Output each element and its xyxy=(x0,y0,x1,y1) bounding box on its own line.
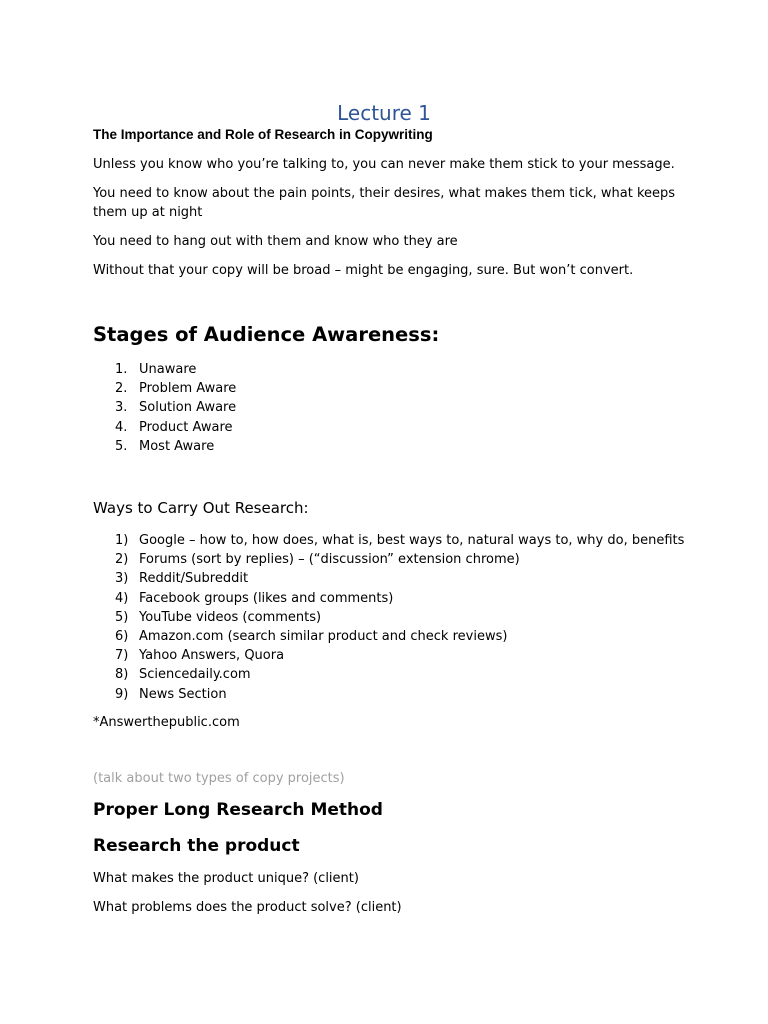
list-item xyxy=(93,665,684,684)
list-number: 4. xyxy=(115,419,128,435)
list-item xyxy=(93,589,684,608)
research-ways-list xyxy=(93,531,684,704)
list-item-text: Amazon.com (search similar product and check reviews) xyxy=(139,628,508,644)
list-item xyxy=(93,398,236,417)
list-item-text: Solution Aware xyxy=(139,400,237,416)
list-number: 6) xyxy=(115,628,129,644)
research-note: *Answerthepublic.com xyxy=(93,715,240,730)
intro-paragraph: You need to know about the pain points, their desires, what makes them tick, what keeps them up at night xyxy=(93,186,676,220)
list-number: 7) xyxy=(115,648,129,664)
list-item xyxy=(93,550,684,569)
list-number: 5. xyxy=(115,438,128,454)
method-heading: Proper Long Research Method xyxy=(93,800,383,820)
awareness-list xyxy=(93,360,236,456)
list-item xyxy=(93,360,236,379)
awareness-heading: Stages of Audience Awareness: xyxy=(93,323,440,346)
list-number: 5) xyxy=(115,609,129,625)
list-number: 3. xyxy=(115,400,128,416)
product-heading: Research the product xyxy=(93,836,300,856)
list-item-text: Most Aware xyxy=(139,438,215,454)
product-question: What problems does the product solve? (client) xyxy=(93,900,402,915)
list-item xyxy=(93,437,236,456)
list-item-text: Facebook groups (likes and comments) xyxy=(139,590,394,606)
list-number: 4) xyxy=(115,590,129,606)
list-item xyxy=(93,531,684,550)
list-number: 2) xyxy=(115,552,129,568)
list-number: 9) xyxy=(115,686,129,702)
list-item-text: Problem Aware xyxy=(139,381,237,397)
aside-note: (talk about two types of copy projects) xyxy=(93,771,345,786)
list-item-text: Sciencedaily.com xyxy=(139,667,251,683)
document-subtitle: The Importance and Role of Research in Copywriting xyxy=(93,127,433,142)
list-item-text: Google – how to, how does, what is, best ways to, natural ways to, why do, benefits xyxy=(139,533,685,548)
list-number: 8) xyxy=(115,667,129,683)
list-item xyxy=(93,418,236,437)
list-item xyxy=(93,646,684,665)
list-item-text: Forums (sort by replies) – (“discussion” extension chrome) xyxy=(139,552,520,568)
list-item-text: Reddit/Subreddit xyxy=(139,571,249,587)
list-item xyxy=(93,608,684,627)
list-item-text: YouTube videos (comments) xyxy=(139,609,322,625)
list-number: 1. xyxy=(115,362,128,377)
list-item-text: Unaware xyxy=(139,362,197,377)
document-title: Lecture 1 xyxy=(337,101,431,125)
list-item-text: Yahoo Answers, Quora xyxy=(139,648,285,664)
intro-paragraph: You need to hang out with them and know who they are xyxy=(93,234,458,249)
list-number: 1) xyxy=(115,533,129,548)
intro-paragraph: Without that your copy will be broad – might be engaging, sure. But won’t convert. xyxy=(93,263,634,278)
list-item-text: News Section xyxy=(139,686,227,702)
list-item xyxy=(93,569,684,588)
list-item xyxy=(93,379,236,398)
list-item-text: Product Aware xyxy=(139,419,233,435)
product-question: What makes the product unique? (client) xyxy=(93,871,359,886)
list-number: 3) xyxy=(115,571,129,587)
list-number: 2. xyxy=(115,381,128,397)
list-item xyxy=(93,627,684,646)
research-ways-heading: Ways to Carry Out Research: xyxy=(93,499,309,517)
list-item xyxy=(93,685,684,704)
intro-paragraph: Unless you know who you’re talking to, you can never make them stick to your message. xyxy=(93,157,675,172)
